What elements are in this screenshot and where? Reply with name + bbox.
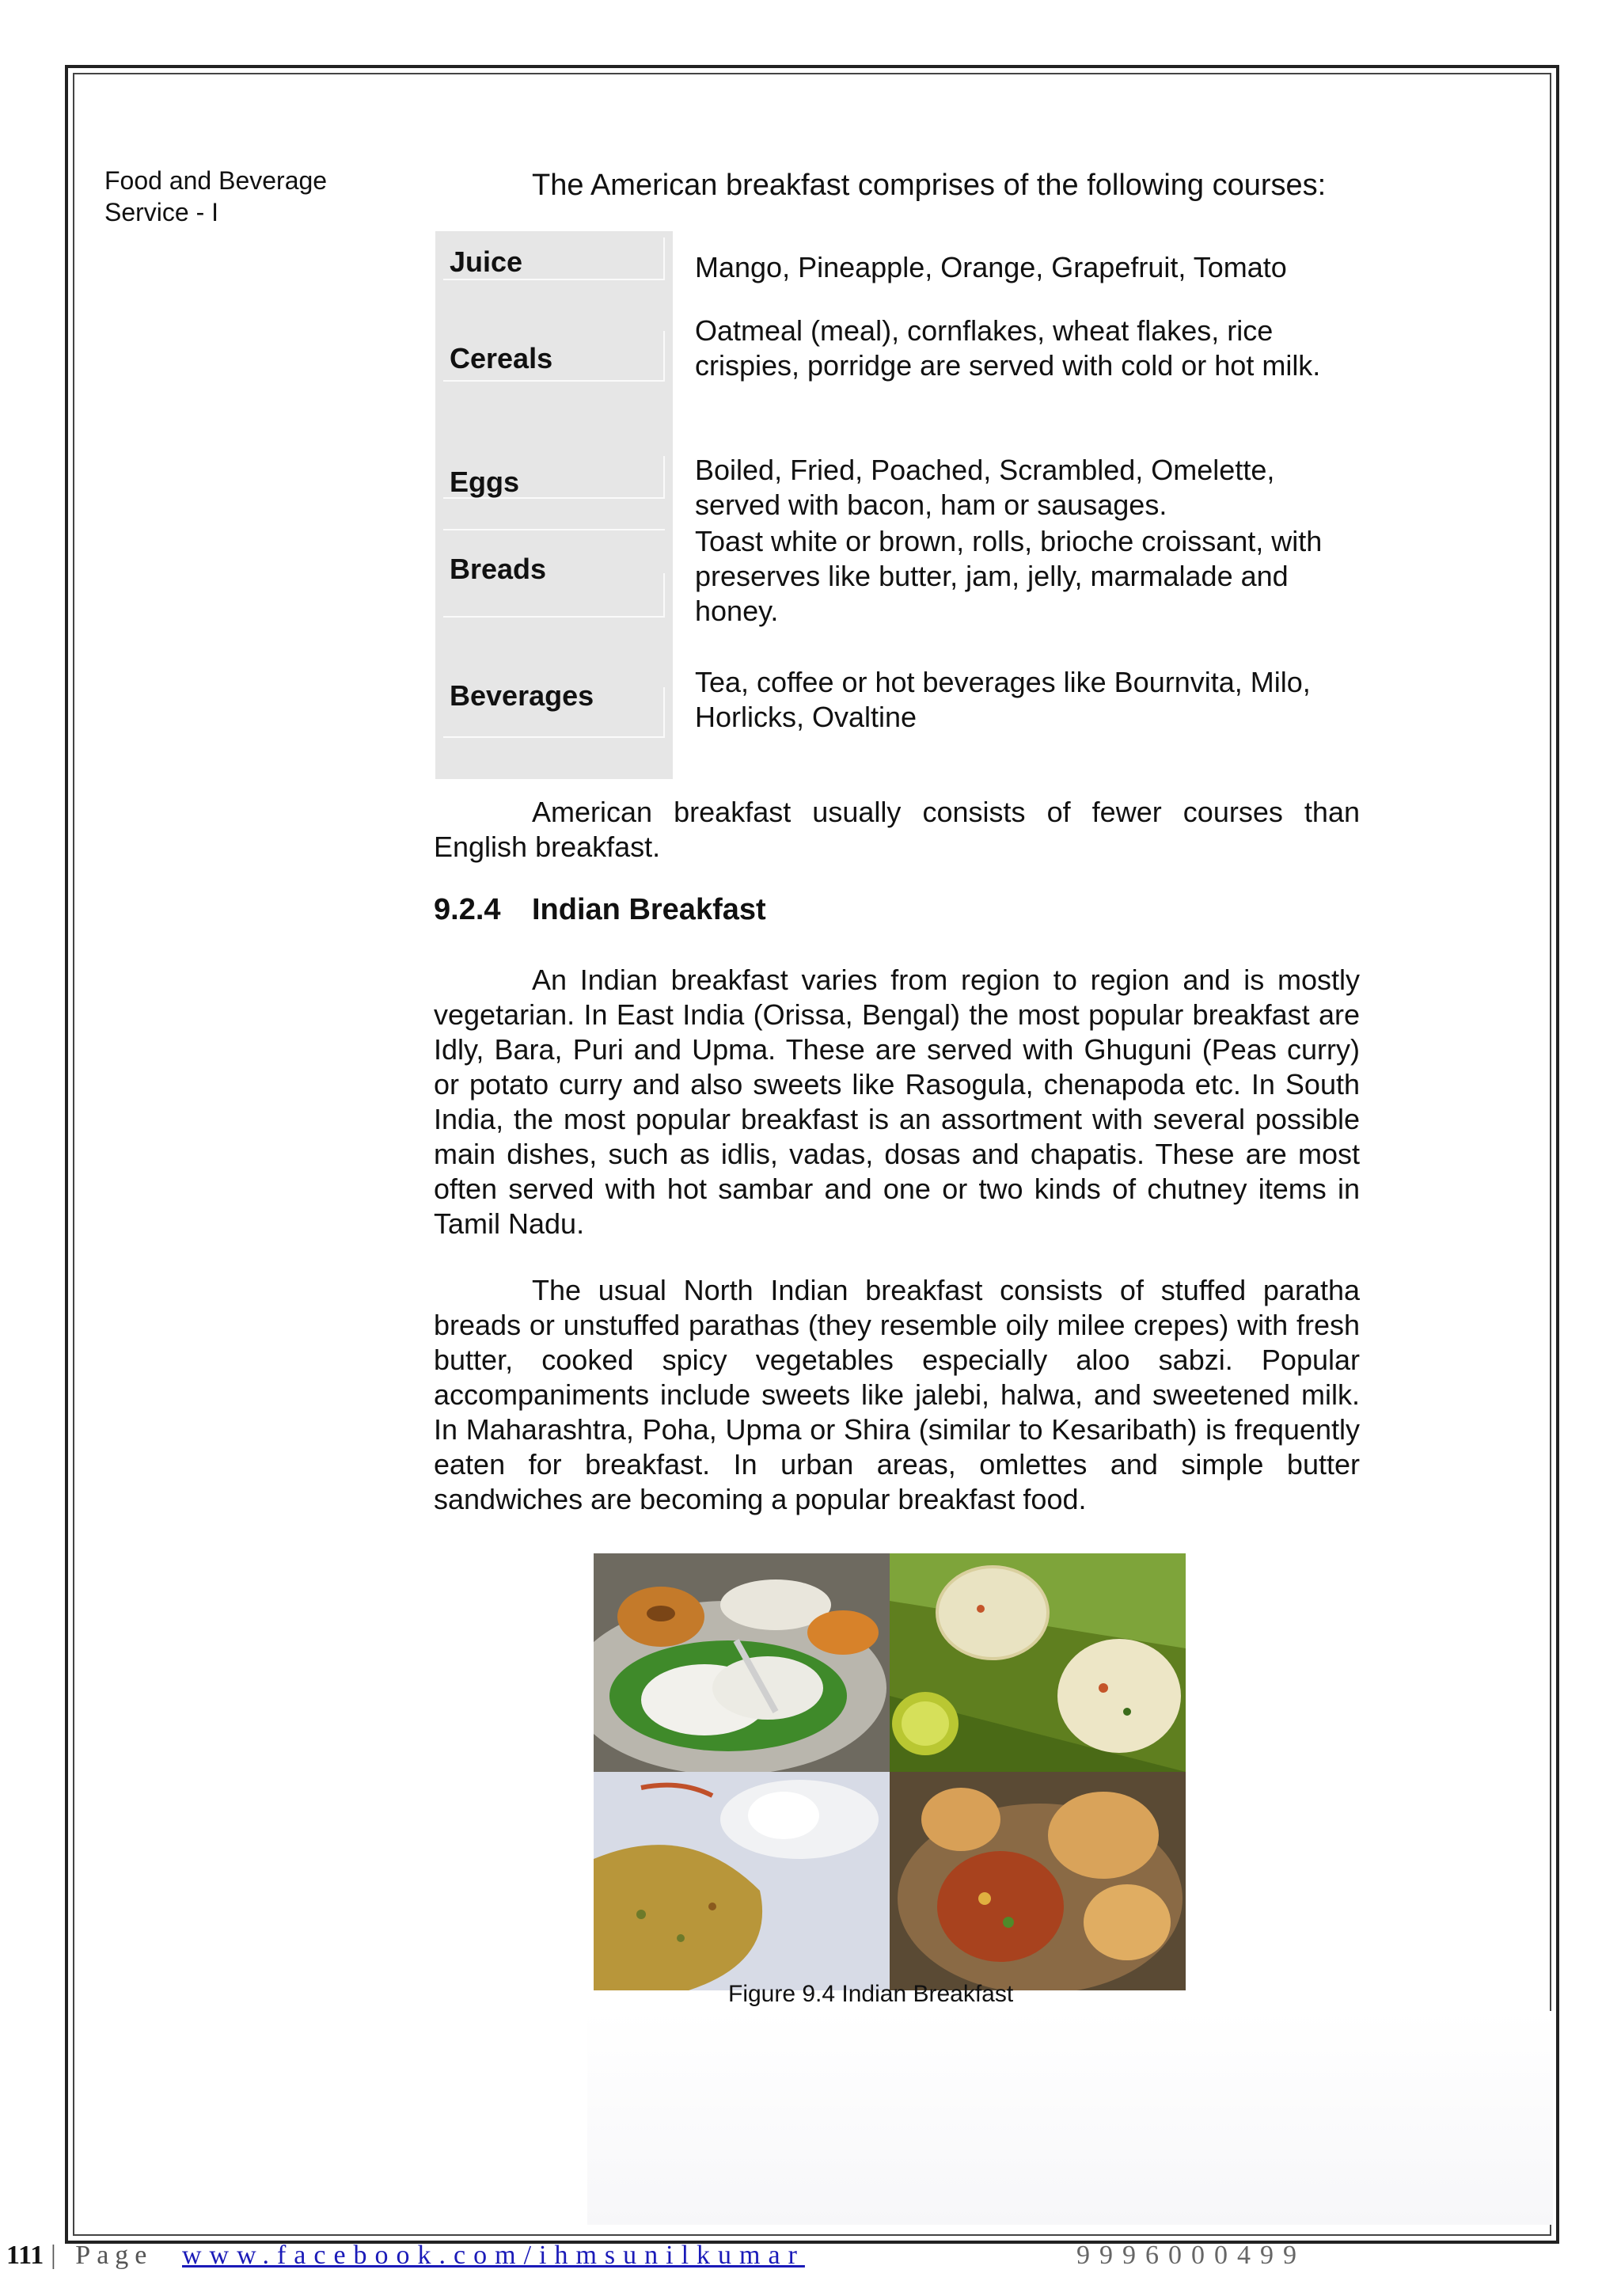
running-header (104, 165, 366, 228)
page-label: | Page (51, 2241, 154, 2270)
indian-breakfast-figure (594, 1553, 1186, 1990)
section-number: 9.2.4 (434, 893, 501, 926)
intro-sentence: The American breakfast comprises of the following courses: (532, 169, 1327, 202)
paragraph-2 (434, 1273, 1360, 1517)
american-note (434, 795, 1360, 865)
course-desc-beverages: Tea, coffee or hot beverages like Bournvita, Milo, Horlicks, Ovaltine (695, 666, 1311, 733)
paragraph-2-text: The usual North Indian breakfast consists of stuffed paratha breads or unstuffed parathas (they resemble oily milee crepes) with fresh butter, cooked spicy vegetables especially aloo sabzi. Popular accompaniments include sweets like jalebi, halwa, and sweetened milk. In Maharashtra, Poha, Upma or Shira (similar to Kesaribath) is frequently eaten for breakfast. In urban areas, omlettes and simple butter sandwiches are becoming a popular breakfast food. (434, 1274, 1360, 1515)
running-header-line2: Service - I (104, 198, 219, 226)
american-note-text: American breakfast usually consists of fewer courses than English breakfast. (434, 796, 1360, 863)
paragraph-1-text: An Indian breakfast varies from region to region and is mostly vegetarian. In East India (Orissa, Bengal) the most popular breakfast are Idly, Bara, Puri and Upma. These are served with Ghuguni (Peas curry) or potato curry and also sweets like Rasogula, chenapoda etc. In South India, the most popular breakfast is an assortment with several possible main dishes, such as idlis, vadas, dosas and chapatis. These are most often served with hot sambar and one or two kinds of chutney items in Tamil Nadu. (434, 964, 1360, 1240)
running-header-line1: Food and Beverage (104, 166, 328, 195)
page-footer (0, 2234, 1621, 2282)
section-title: Indian Breakfast (532, 893, 766, 926)
course-label-juice: Juice (450, 245, 523, 278)
photo-paratha-curd (594, 1772, 890, 1990)
paragraph-1 (434, 963, 1360, 1241)
course-desc-eggs: Boiled, Fried, Poached, Scrambled, Omelette, served with bacon, ham or sausages. (695, 454, 1275, 521)
course-label-breads: Breads (450, 553, 547, 585)
figure-caption: Figure 9.4 Indian Breakfast (728, 1981, 1014, 2007)
photo-puri-curry (890, 1772, 1186, 1990)
course-desc-breads: Toast white or brown, rolls, brioche croissant, with preserves like butter, jam, jelly, marmalade and honey. (695, 525, 1323, 627)
course-desc-cereals: Oatmeal (meal), cornflakes, wheat flakes, rice crispies, porridge are served with cold or hot milk. (695, 314, 1321, 382)
course-label-beverages: Beverages (450, 679, 594, 712)
contact-phone: 9996000499 (1076, 2241, 1306, 2270)
section-heading (434, 893, 766, 927)
facebook-link[interactable]: www.facebook.com/ihmsunilkumar (182, 2241, 805, 2270)
course-label-eggs: Eggs (450, 466, 520, 498)
page-fade-area (587, 2011, 1553, 2225)
photo-idli-vada (594, 1553, 890, 1772)
photo-upma-lime (890, 1553, 1186, 1772)
course-label-cereals: Cereals (450, 342, 553, 374)
course-desc-juice: Mango, Pineapple, Orange, Grapefruit, Tomato (695, 251, 1287, 283)
page-number: 111 (6, 2241, 44, 2270)
